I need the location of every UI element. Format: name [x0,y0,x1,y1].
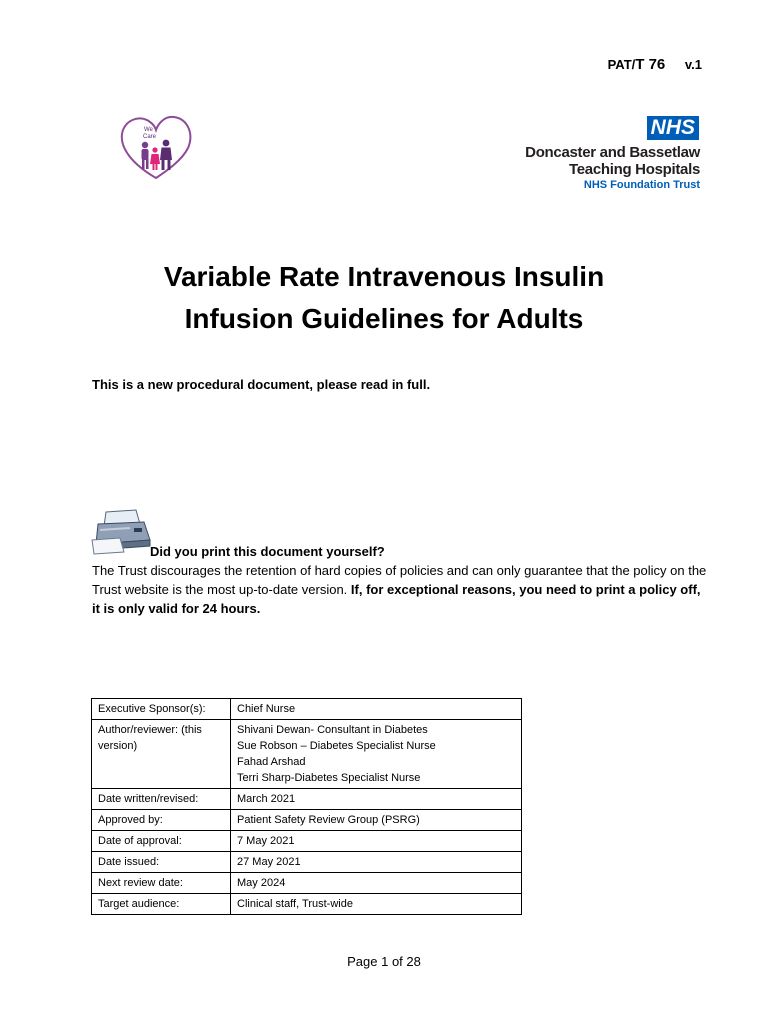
trust-name-line3: NHS Foundation Trust [583,179,700,191]
table-value-line: 27 May 2021 [237,856,301,868]
print-notice-paragraph [92,561,712,618]
table-value-cell [231,831,522,852]
page-number: Page 1 of 28 [347,954,421,969]
table-value-cell [231,699,522,720]
table-value-line: May 2024 [237,877,286,889]
table-label-cell: Executive Sponsor(s): [92,699,231,720]
trust-name-line1: Doncaster and Bassetlaw [525,144,700,161]
we-care-text-line1: We [144,127,153,133]
table-label-cell: Approved by: [92,810,231,831]
table-value-line: March 2021 [237,793,296,805]
we-care-logo [118,112,194,184]
table-value-cell [231,873,522,894]
doc-ref-code: T 76 [635,56,666,73]
table-label-cell: Target audience: [92,894,231,915]
printer-icon [90,506,152,556]
table-label-cell: Author/reviewer: (this version) [92,720,231,789]
table-value-cell [231,894,522,915]
title-line1: Variable Rate Intravenous Insulin [163,261,605,292]
doc-ref-prefix: PAT/ [607,57,636,72]
table-value-line: Terri Sharp-Diabetes Specialist Nurse [237,772,421,784]
table-value-cell [231,852,522,873]
table-value-cell [231,789,522,810]
table-value-line: 7 May 2021 [237,835,295,847]
table-row [92,873,522,894]
nhs-badge: NHS [647,116,699,140]
document-reference [608,56,702,73]
table-row [92,831,522,852]
table-value-line: Clinical staff, Trust-wide [237,898,353,910]
nhs-trust-logo [508,116,700,192]
table-row [92,789,522,810]
doc-ref-version: v.1 [684,57,702,72]
table-label-cell: Next review date: [92,873,231,894]
table-value-line: Fahad Arshad [237,756,306,768]
table-value-line: Chief Nurse [237,703,296,715]
table-row [92,810,522,831]
table-row [92,699,522,720]
table-label-cell: Date of approval: [92,831,231,852]
table-label-cell: Date written/revised: [92,789,231,810]
trust-name-line2: Teaching Hospitals [568,161,700,178]
print-question: Did you print this document yourself? [150,544,385,559]
title-line2: Infusion Guidelines for Adults [184,303,584,334]
table-label-cell: Date issued: [92,852,231,873]
table-value-line: Shivani Dewan- Consultant in Diabetes [237,724,428,736]
document-metadata-table [91,698,522,915]
table-value-line: Sue Robson – Diabetes Specialist Nurse [237,740,436,752]
table-value-line: Patient Safety Review Group (PSRG) [237,814,420,826]
table-value-cell [231,720,522,789]
we-care-text-line2: Care [143,134,157,140]
table-row [92,852,522,873]
table-value-cell [231,810,522,831]
print-notice-text: The Trust discourages the retention of hard copies of policies and can only guarantee that the policy on the Trust website is the most up-to-date version. [92,563,707,597]
intro-text: This is a new procedural document, please read in full. [92,377,431,392]
document-title [0,256,768,340]
print-notice-bold-text: If, for exceptional reasons, you need to print a policy off, it is only valid for 24 hours. [92,582,701,616]
table-row [92,720,522,789]
table-row [92,894,522,915]
